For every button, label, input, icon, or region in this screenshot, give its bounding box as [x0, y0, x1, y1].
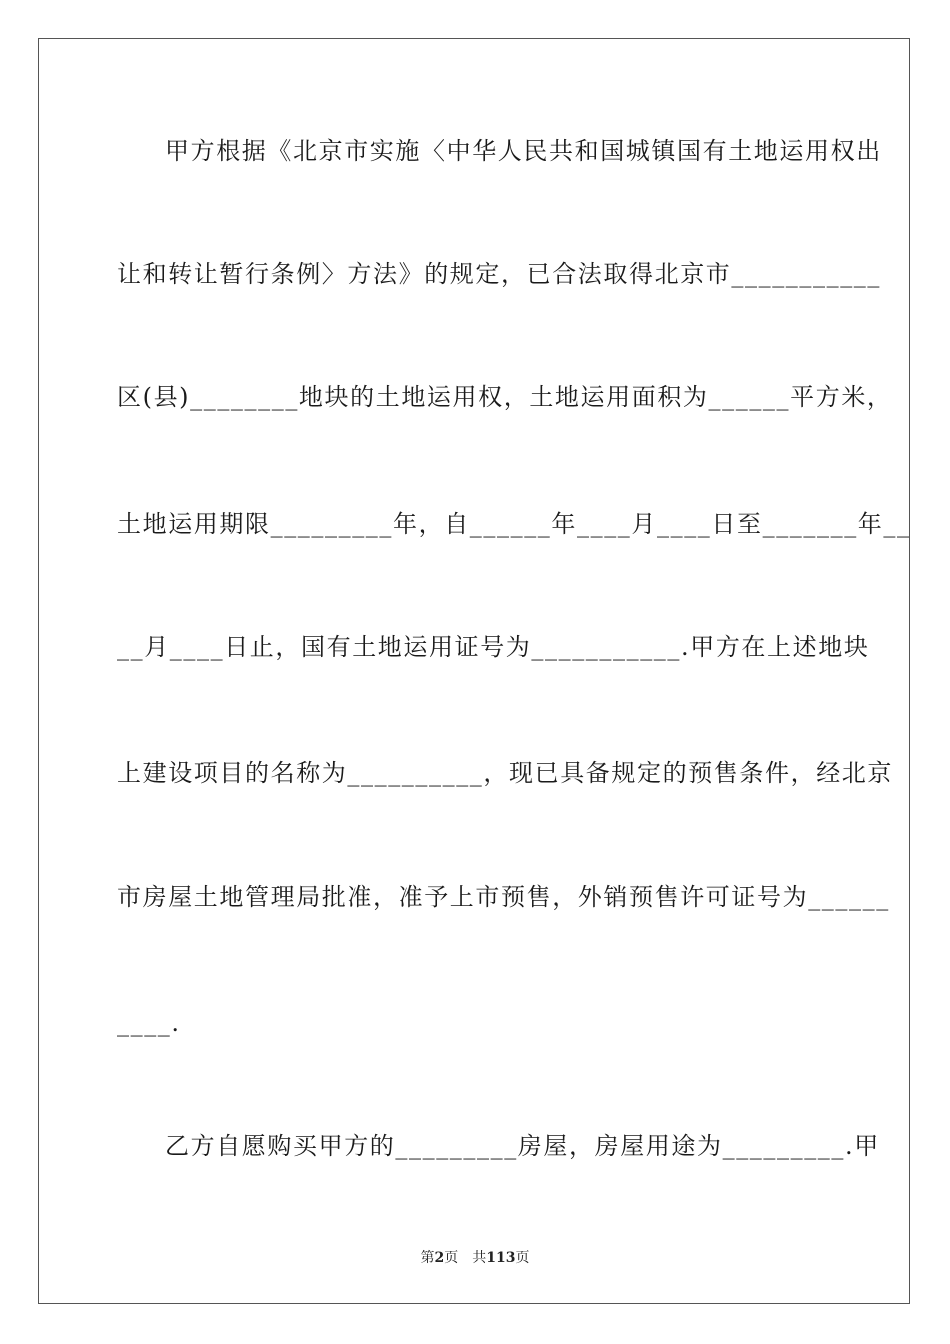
total-suffix: 页 [515, 1250, 530, 1266]
paragraph-line-5: __月____日止，国有土地运用证号为___________.甲方在上述地块 [117, 633, 870, 661]
page-border [38, 38, 910, 1304]
paragraph-line-6: 上建设项目的名称为__________，现已具备规定的预售条件，经北京 [117, 759, 893, 787]
page-prefix: 第 [420, 1250, 435, 1266]
total-prefix: 共 [472, 1250, 487, 1266]
paragraph-line-2: 让和转让暂行条例〉方法》的规定，已合法取得北京市___________ [117, 260, 881, 288]
paragraph-line-3: 区(县)________地块的土地运用权，土地运用面积为______平方米， [117, 383, 893, 411]
page-number: 2 [434, 1250, 445, 1266]
paragraph-line-9: 乙方自愿购买甲方的_________房屋，房屋用途为_________.甲 [165, 1132, 880, 1160]
paragraph-line-4: 土地运用期限_________年，自______年____月____日至_______年__ [117, 510, 911, 538]
paragraph-line-8: ____. [117, 1009, 181, 1037]
page-footer [0, 1249, 950, 1267]
paragraph-line-1: 甲方根据《北京市实施〈中华人民共和国城镇国有土地运用权出 [165, 137, 882, 165]
page-suffix: 页 [444, 1250, 459, 1266]
paragraph-line-7: 市房屋土地管理局批准，准予上市预售，外销预售许可证号为______ [117, 883, 890, 911]
total-pages: 113 [486, 1250, 516, 1266]
